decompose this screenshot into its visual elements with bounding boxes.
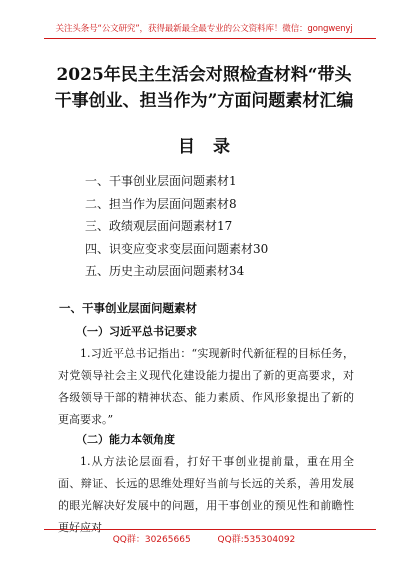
toc-item[interactable]: 三、政绩观层面问题素材17 xyxy=(85,219,233,233)
subsection-heading: （二）能力本领角度 xyxy=(76,433,175,446)
footer-bar xyxy=(0,532,408,545)
subsection-heading: （一）习近平总书记要求 xyxy=(76,325,197,338)
toc-heading: 目录 xyxy=(178,137,248,157)
footer-qq-group-2: QQ群:535304092 xyxy=(217,535,296,545)
toc-item[interactable]: 五、历史主动层面问题素材34 xyxy=(85,264,245,278)
body-paragraph: 1.习近平总书记指出：“实现新时代新征程的目标任务，对党领导社会主义现代化建设能力提出了新的更高要求，对各级领导干部的精神状态、能力素质、作风形象提出了新的更高要求。” xyxy=(58,347,354,426)
footer-qq-group-1: QQ群：30265665 xyxy=(112,535,191,545)
toc-item[interactable]: 二、担当作为层面问题素材8 xyxy=(85,196,237,211)
footer-divider xyxy=(44,529,376,530)
section-heading: 一、干事创业层面问题素材 xyxy=(59,301,197,315)
body-paragraph: 1.从方法论层面看，打好干事创业提前量，重在用全面、辩证、长远的思维处理好当前与长远的关系，善用发展的眼光解决好发展中的问题，用干事创业的预见性和前瞻性更好应对 xyxy=(58,455,354,534)
toc-list xyxy=(85,170,268,283)
header-banner: 关注头条号“公文研究”，获得最新最全最专业的公文资料库！微信：gongwenyj xyxy=(55,24,353,34)
header-divider xyxy=(44,38,376,39)
toc-item[interactable]: 一、干事创业层面问题素材1 xyxy=(85,174,237,188)
document-title-line-1: 2025年民主生活会对照检查材料“带头 xyxy=(56,65,352,85)
toc-item[interactable]: 四、识变应变求变层面问题素材30 xyxy=(85,241,269,256)
document-title-line-2: 干事创业、担当作为”方面问题素材汇编 xyxy=(54,91,354,111)
